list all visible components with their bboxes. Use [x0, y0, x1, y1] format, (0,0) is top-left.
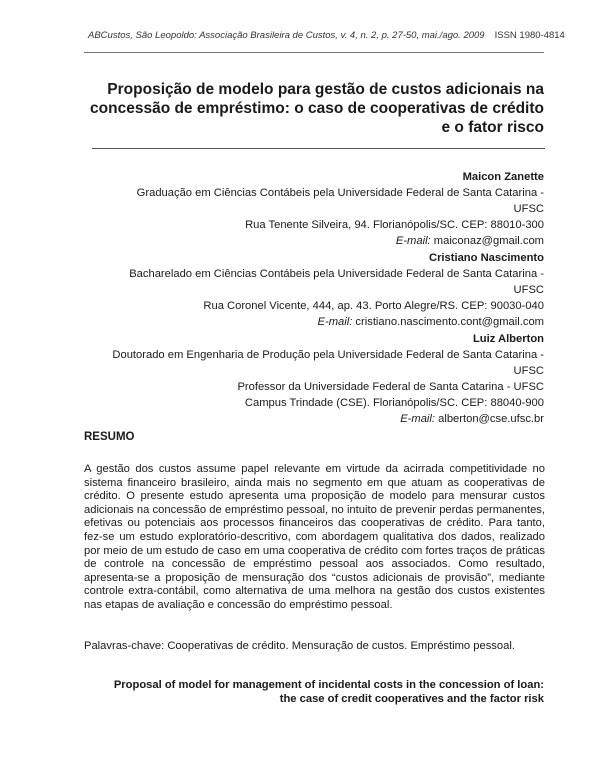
author-email: alberton@cse.ufsc.br: [438, 413, 544, 425]
author-address: Rua Tenente Silveira, 94. Florianópolis/SC. CEP: 88010-300: [245, 219, 544, 231]
author-affiliation: Graduação em Ciências Contábeis pela Universidade Federal de Santa Catarina -: [136, 187, 544, 199]
author-email-line: [74, 314, 544, 330]
citation-text: ABCustos, São Leopoldo: Associação Brasileira de Custos, v. 4, n. 2, p. 27-50, mai./ago. 2009: [88, 30, 485, 41]
abstract-body: A gestão dos custos assume papel relevante em virtude da acirrada competitividade no sistema financeiro brasileiro, ainda mais no segmento em que atuam as cooperativas de crédito. O presente estudo apresenta uma proposição de modelo para mensurar custos adicionais na concessão de empréstimo pessoal, no intuito de prevenir perdas permanentes, efetivas ou potenciais aos processos financeiros das cooperativas de crédito. Para tanto, fez-se um estudo exploratório-descritivo, com abordagem qualitativa dos dados, realizado por meio de um estudo de caso em uma cooperativa de crédito com fortes traços de práticas de controle na concessão de empréstimo pessoal aos associados. Como resultado, apresenta-se a proposição de mensuração dos “custos adicionais de provisão”, mediante controle extra-contábil, como alternativa de uma melhora na gestão dos custos existentes nas etapas de avaliação e concessão do empréstimo pessoal.: [84, 463, 545, 611]
email-label: E-mail:: [317, 316, 353, 328]
author-name: Cristiano Nascimento: [428, 252, 544, 264]
author-name: Luiz Alberton: [472, 333, 544, 345]
author-address: Campus Trindade (CSE). Florianópolis/SC. CEP: 88040-900: [244, 397, 544, 409]
title-line-3: e o fator risco: [441, 119, 544, 136]
author-affiliation-cont: UFSC: [513, 203, 544, 215]
issn-text: ISSN 1980-4814: [494, 30, 565, 41]
author-affiliation-cont: UFSC: [513, 284, 544, 296]
journal-header: [88, 30, 565, 41]
english-title-line-2: the case of credit cooperatives and the factor risk: [279, 693, 544, 705]
email-label: E-mail:: [395, 235, 431, 247]
english-title-line-1: Proposal of model for management of incidental costs in the concession of loan:: [113, 679, 544, 691]
author-block-2: [74, 250, 544, 330]
title-line-2: concessão de empréstimo: o caso de cooperativas de crédito: [90, 100, 544, 117]
author-block-3: [74, 331, 544, 427]
author-email: maiconaz@gmail.com: [433, 235, 544, 247]
author-email-line: [74, 233, 544, 249]
author-affiliation: Bacharelado em Ciências Contábeis pela Universidade Federal de Santa Catarina -: [129, 268, 544, 280]
author-name: Maicon Zanette: [462, 171, 544, 183]
keywords-line: Palavras-chave: Cooperativas de crédito. Mensuração de custos. Empréstimo pessoal.: [84, 640, 515, 652]
author-block-1: [74, 169, 544, 249]
email-label: E-mail:: [400, 413, 435, 425]
author-email-line: [74, 411, 544, 427]
author-affiliation-cont: UFSC: [513, 365, 544, 377]
header-divider: [84, 52, 544, 53]
english-title: [64, 678, 544, 706]
author-email: cristiano.nascimento.cont@gmail.com: [355, 316, 544, 328]
title-divider: [92, 148, 545, 149]
paper-title: [64, 80, 544, 137]
author-position: Professor da Universidade Federal de Santa Catarina - UFSC: [237, 381, 544, 393]
abstract-heading: RESUMO: [84, 431, 135, 443]
author-address: Rua Coronel Vicente, 444, ap. 43. Porto Alegre/RS. CEP: 90030-040: [203, 300, 544, 312]
author-affiliation: Doutorado em Engenharia de Produção pela Universidade Federal de Santa Catarina -: [112, 349, 544, 361]
title-line-1: Proposição de modelo para gestão de custos adicionais na: [107, 81, 544, 98]
